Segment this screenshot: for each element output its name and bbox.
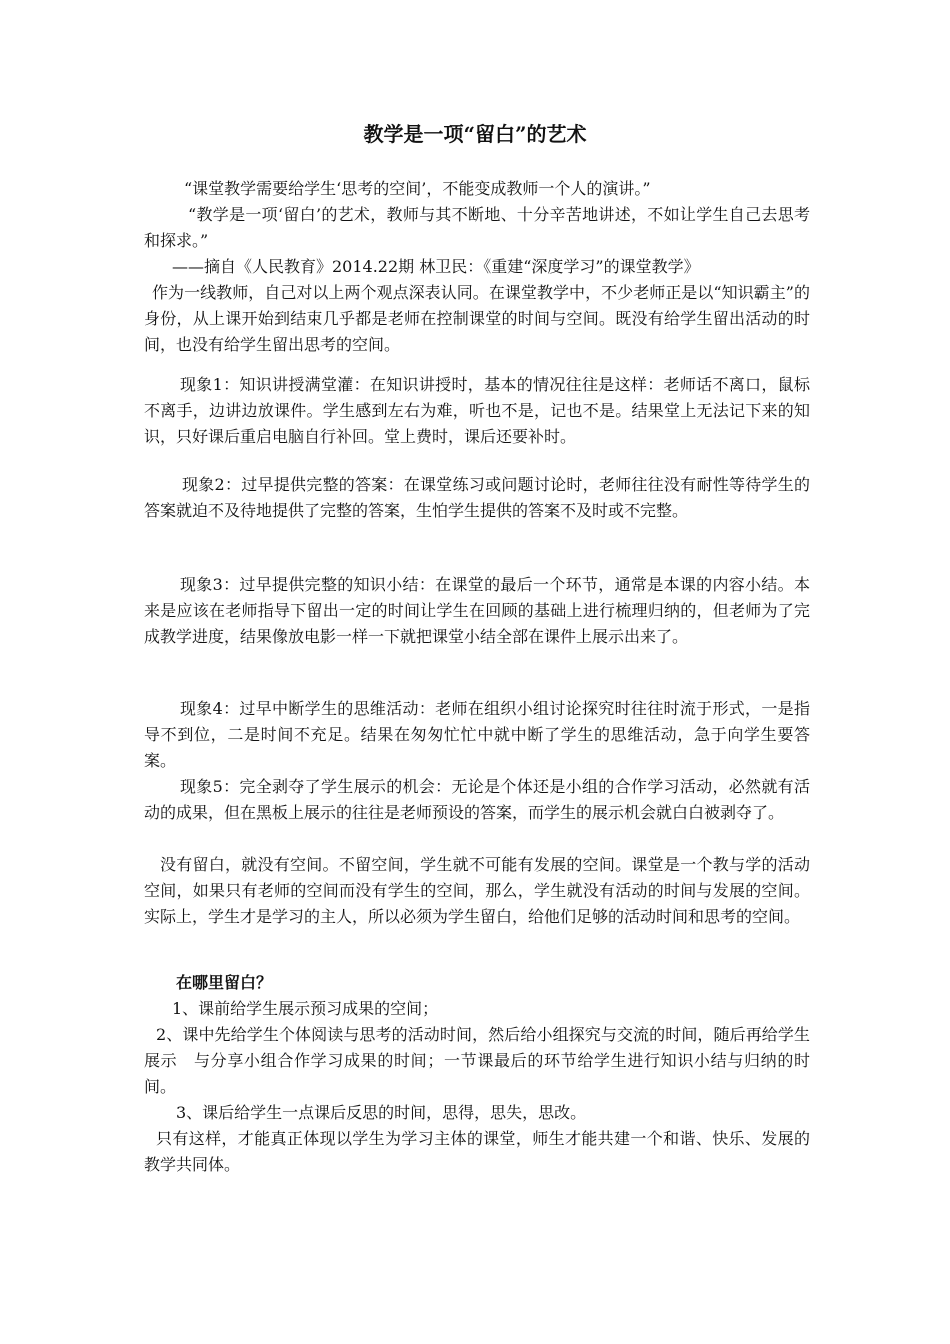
list-item-3: 3、课后给学生一点课后反思的时间，思得，思失，思改。 (176, 1103, 587, 1122)
phenomenon-4: 现象4：过早中断学生的思维活动：老师在组织小组讨论探究时往往时流于形式，一是指导不到位，二是时间不充足。结果在匆匆忙忙中就中断了学生的思维活动，急于向学生要答案。 (144, 699, 810, 770)
conclusion-paragraph: 没有留白，就没有空间。不留空间，学生就不可能有发展的空间。课堂是一个教与学的活动空间，如果只有老师的空间而没有学生的空间，那么，学生就没有活动的时间与发展的空间。实际上，学生才是学习的主人，所以必须为学生留白，给他们足够的活动时间和思考的空间。 (144, 855, 810, 926)
phenomenon-1: 现象1：知识讲授满堂灌：在知识讲授时，基本的情况往往是这样：老师话不离口，鼠标不离手，边讲边放课件。学生感到左右为难，听也不是，记也不是。结果堂上无法记下来的知识，只好课后重启电脑自行补回。堂上费时，课后还要补时。 (144, 375, 810, 446)
intro-paragraph: 作为一线教师，自己对以上两个观点深表认同。在课堂教学中，不少老师正是以“知识霸主”的身份，从上课开始到结束几乎都是老师在控制课堂的时间与空间。既没有给学生留出活动的时间，也没有给学生留出思考的空间。 (144, 283, 810, 354)
quote-2: “教学是一项‘留白’的艺术，教师与其不断地、十分辛苦地讲述，不如让学生自己去思考和探求。” (144, 205, 810, 250)
phenomenon-5: 现象5：完全剥夺了学生展示的机会：无论是个体还是小组的合作学习活动，必然就有活动的成果，但在黑板上展示的往往是老师预设的答案，而学生的展示机会就白白被剥夺了。 (144, 777, 810, 822)
phenomenon-2: 现象2：过早提供完整的答案：在课堂练习或问题讨论时，老师往往没有耐性等待学生的答案就迫不及待地提供了完整的答案，生怕学生提供的答案不及时或不完整。 (144, 475, 810, 520)
list-item-1: 1、课前给学生展示预习成果的空间； (172, 999, 439, 1018)
where-heading: 在哪里留白？ (176, 973, 273, 992)
page-title: 教学是一项“留白”的艺术 (363, 122, 587, 146)
final-paragraph: 只有这样，才能真正体现以学生为学习主体的课堂，师生才能共建一个和谐、快乐、发展的教学共同体。 (144, 1129, 810, 1174)
quote-source: ——摘自《人民教育》2014.22期 林卫民：《重建“深度学习”的课堂教学》 (172, 257, 700, 276)
phenomenon-3: 现象3：过早提供完整的知识小结：在课堂的最后一个环节，通常是本课的内容小结。本来是应该在老师指导下留出一定的时间让学生在回顾的基础上进行梳理归纳的，但老师为了完成教学进度，结果像放电影一样一下就把课堂小结全部在课件上展示出来了。 (144, 575, 810, 646)
quote-1: “课堂教学需要给学生‘思考的空间’，不能变成教师一个人的演讲。” (184, 179, 651, 198)
list-item-2: 2、课中先给学生个体阅读与思考的活动时间，然后给小组探究与交流的时间，随后再给学生展示 与分享小组合作学习成果的时间；一节课最后的环节给学生进行知识小结与归纳的时间。 (144, 1025, 810, 1096)
